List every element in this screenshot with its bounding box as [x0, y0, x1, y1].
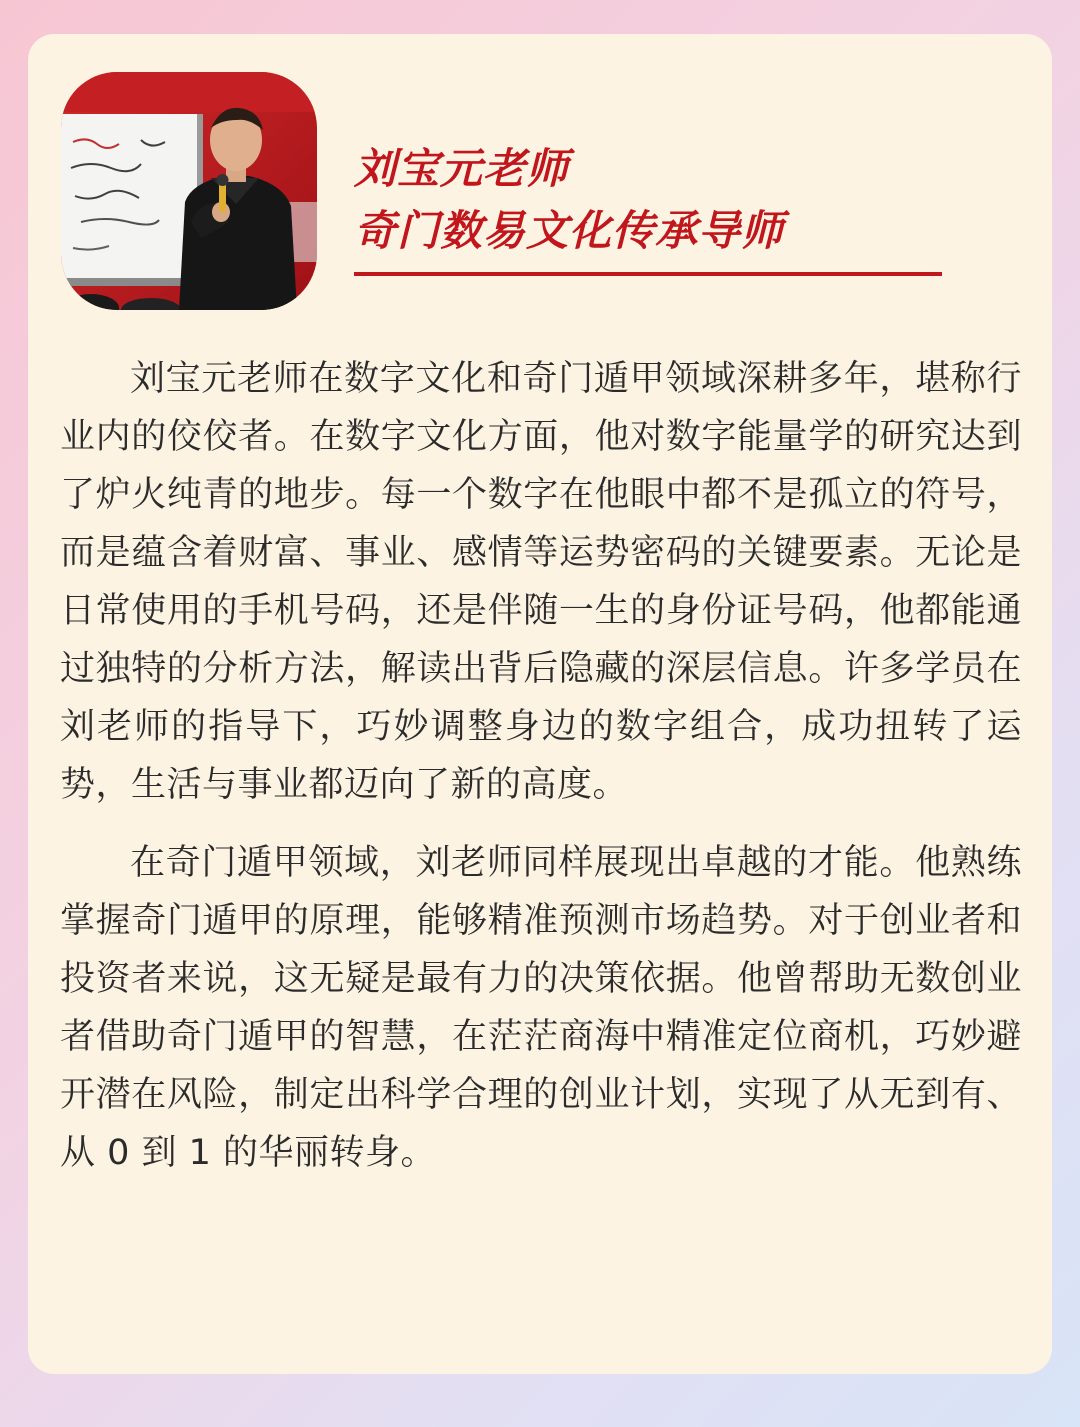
heading-underline	[354, 272, 942, 276]
paragraph-numerology: 刘宝元老师在数字文化和奇门遁甲领域深耕多年，堪称行业内的佼佼者。在数字文化方面，他对数字能量学的研究达到了炉火纯青的地步。每一个数字在他眼中都不是孤立的符号，而是蕴含着财富、事业、感情等运势密码的关键要素。无论是日常使用的手机号码，还是伴随一生的身份证号码，他都能通过独特的分析方法，解读出背后隐藏的深层信息。许多学员在刘老师的指导下，巧妙调整身边的数字组合，成功扭转了运势，生活与事业都迈向了新的高度。	[60, 359, 1022, 805]
teacher-photo	[61, 72, 317, 310]
teacher-role: 奇门数易文化传承导师	[354, 206, 785, 255]
teacher-name: 刘宝元老师	[354, 144, 570, 193]
paragraph-qimen: 在奇门遁甲领域，刘老师同样展现出卓越的才能。他熟练掌握奇门遁甲的原理，能够精准预测市场趋势。对于创业者和投资者来说，这无疑是最有力的决策依据。他曾帮助无数创业者借助奇门遁甲的智慧，在茫茫商海中精准定位商机，巧妙避开潜在风险，制定出科学合理的创业计划，实现了从无到有、从 0 到 1 的华丽转身。	[60, 843, 1022, 1173]
article-body	[60, 350, 1022, 1202]
content-card	[28, 34, 1052, 1374]
teacher-photo-image	[61, 72, 317, 310]
teacher-title-heading	[354, 138, 942, 262]
